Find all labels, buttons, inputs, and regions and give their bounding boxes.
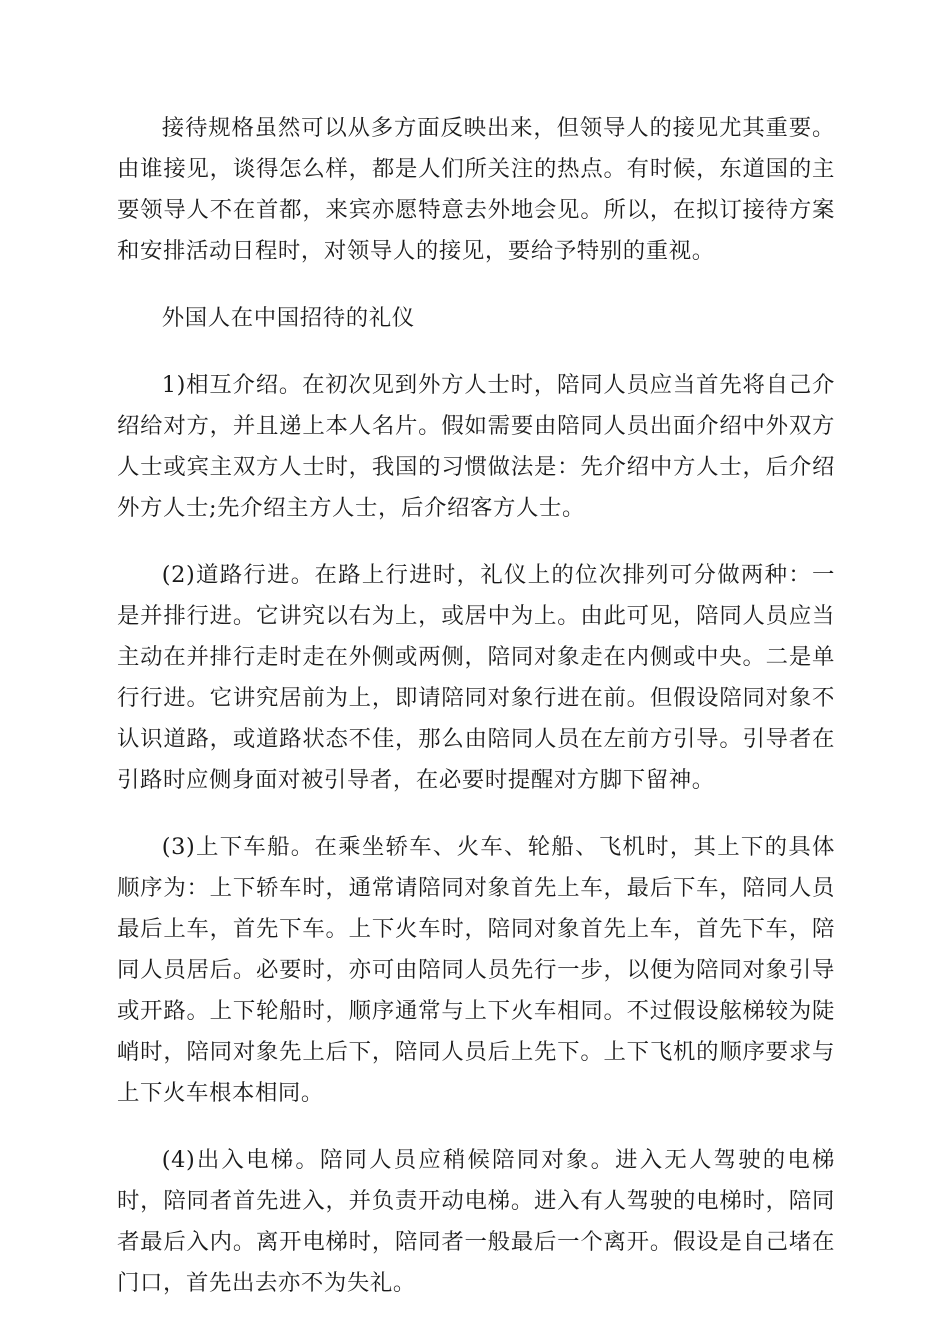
section-title: 外国人在中国招待的礼仪 xyxy=(161,305,415,331)
document-body xyxy=(117,108,835,1330)
item-vehicles: (3)上下车船。在乘坐轿车、火车、轮船、飞机时，其上下的具体顺序为：上下轿车时，通常请陪同对象首先上车，最后下车，陪同人员最后上车，首先下车。上下火车时，陪同对象首先上车，首先下车，陪同人员居后。必要时，亦可由陪同人员先行一步，以便为陪同对象引导或开路。上下轮船时，顺序通常与上下火车相同。不过假设舷梯较为陡峭时，陪同对象先上后下，陪同人员后上先下。上下飞机的顺序要求与上下火车根本相同。 xyxy=(117,834,835,1106)
item-walking: (2)道路行进。在路上行进时，礼仪上的位次排列可分做两种：一是并排行进。它讲究以右为上，或居中为上。由此可见，陪同人员应当主动在并排行走时走在外侧或两侧，陪同对象走在内侧或中央。二是单行行进。它讲究居前为上，即请陪同对象行进在前。但假设陪同对象不认识道路，或道路状态不佳，那么由陪同人员在左前方引导。引导者在引路时应侧身面对被引导者，在必要时提醒对方脚下留神。 xyxy=(117,562,835,793)
item-introduction: 1)相互介绍。在初次见到外方人士时，陪同人员应当首先将自己介绍给对方，并且递上本人名片。假如需要由陪同人员出面介绍中外双方人士或宾主双方人士时，我国的习惯做法是：先介绍中方人士，后介绍外方人士;先介绍主方人士，后介绍客方人士。 xyxy=(117,372,835,521)
intro-paragraph: 接待规格虽然可以从多方面反映出来，但领导人的接见尤其重要。由谁接见，谈得怎么样，都是人们所关注的热点。有时候，东道国的主要领导人不在首都，来宾亦愿特意去外地会见。所以，在拟订接待方案和安排活动日程时，对领导人的接见，要给予特别的重视。 xyxy=(117,115,835,264)
item-elevator: (4)出入电梯。陪同人员应稍候陪同对象。进入无人驾驶的电梯时，陪同者首先进入，并负责开动电梯。进入有人驾驶的电梯时，陪同者最后入内。离开电梯时，陪同者一般最后一个离开。假设是自己堵在门口，首先出去亦不为失礼。 xyxy=(117,1147,835,1296)
